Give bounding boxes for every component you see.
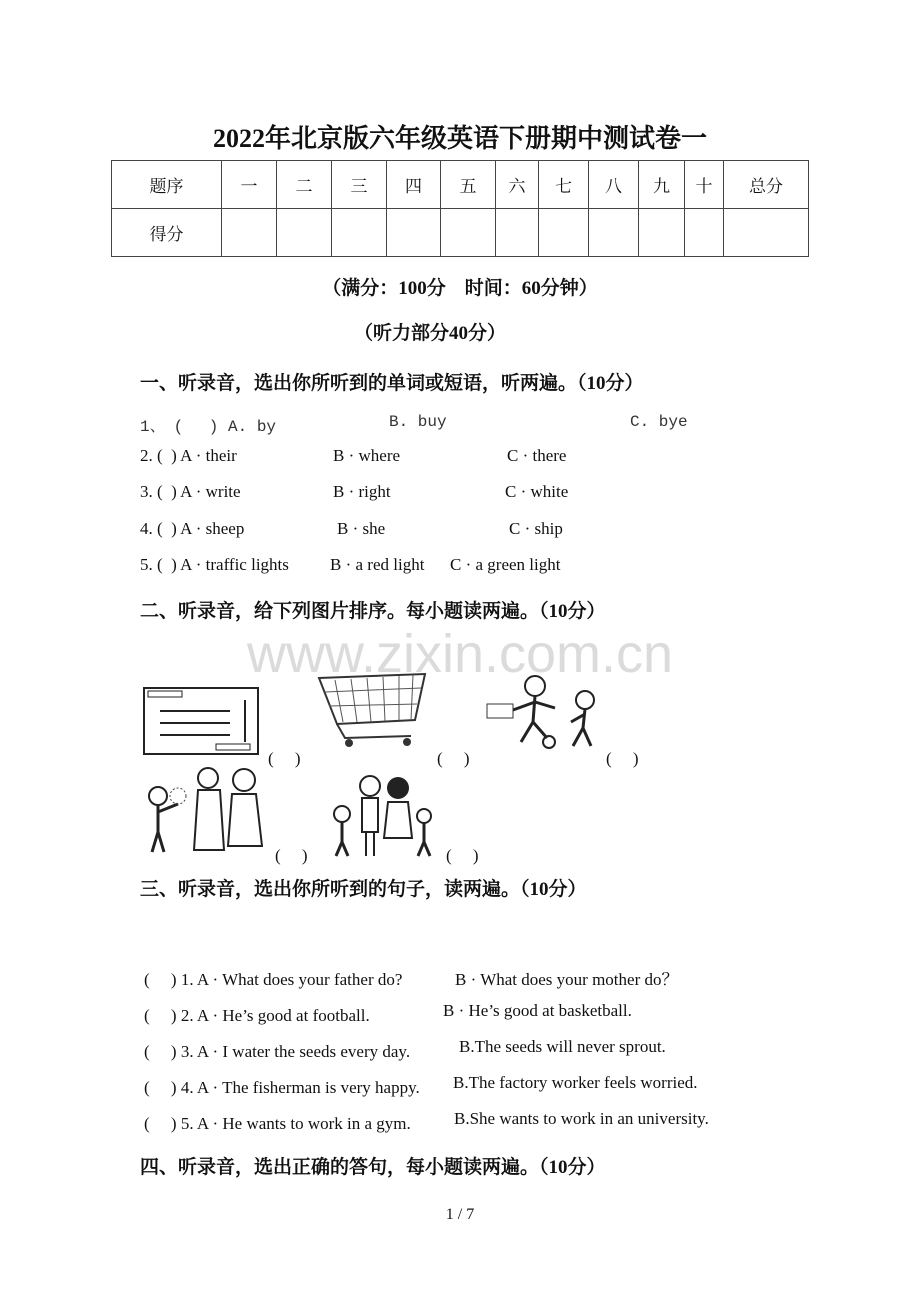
question-row bbox=[140, 482, 578, 502]
answer-blank[interactable]: ( ) bbox=[606, 749, 639, 768]
table-header: 题序 bbox=[112, 161, 222, 209]
section-4-heading: 四、听录音，选出正确的答句，每小题读两遍。（10分） bbox=[140, 1157, 606, 1178]
option-a: 5. ( ) A · traffic lights bbox=[140, 555, 289, 574]
option-c: C · ship bbox=[509, 519, 563, 538]
score-cell[interactable] bbox=[685, 209, 724, 257]
answer-blank[interactable]: ( ) bbox=[268, 749, 301, 768]
sentence-option-a: ( ) 4. A · The fisherman is very happy. bbox=[144, 1078, 420, 1097]
question-row bbox=[140, 519, 573, 539]
sentence-option-b: B · He’s good at basketball. bbox=[443, 1001, 632, 1020]
sentence-option-b: B.The seeds will never sprout. bbox=[459, 1037, 666, 1056]
score-table bbox=[111, 160, 809, 257]
question-row bbox=[140, 555, 570, 575]
exam-meta: （满分：100分 时间：60分钟） bbox=[322, 278, 598, 299]
children-playing-football-picture bbox=[485, 672, 605, 752]
option-b: B. buy bbox=[389, 413, 447, 431]
option-a: 2. ( ) A · their bbox=[140, 446, 237, 465]
shopping-cart-picture bbox=[315, 672, 430, 750]
option-c: C · white bbox=[505, 482, 569, 501]
table-header: 四 bbox=[387, 161, 441, 209]
children-with-grandparents-picture bbox=[144, 764, 269, 856]
table-header: 九 bbox=[639, 161, 685, 209]
family-picture bbox=[322, 772, 440, 858]
table-header: 七 bbox=[539, 161, 589, 209]
option-b: B · she bbox=[337, 519, 386, 538]
envelope-picture bbox=[142, 686, 260, 756]
sentence-row bbox=[144, 1109, 719, 1134]
table-header: 六 bbox=[496, 161, 539, 209]
sentence-option-a: ( ) 5. A · He wants to work in a gym. bbox=[144, 1114, 411, 1133]
sentence-option-a: ( ) 1. A · What does your father do? bbox=[144, 970, 403, 989]
score-cell[interactable] bbox=[277, 209, 332, 257]
answer-blank[interactable]: ( ) bbox=[437, 749, 470, 768]
score-row-label: 得分 bbox=[112, 209, 222, 257]
score-cell[interactable] bbox=[496, 209, 539, 257]
listening-label: （听力部分40分） bbox=[353, 323, 506, 344]
sentence-option-b: B.The factory worker feels worried. bbox=[453, 1073, 698, 1092]
score-cell[interactable] bbox=[441, 209, 496, 257]
option-c: C. bye bbox=[630, 413, 688, 431]
table-header: 一 bbox=[222, 161, 277, 209]
score-cell[interactable] bbox=[222, 209, 277, 257]
sentence-row bbox=[144, 1037, 676, 1062]
score-cell[interactable] bbox=[332, 209, 387, 257]
sentence-row bbox=[144, 965, 688, 990]
option-a: 1、 ( ) A. by bbox=[140, 418, 277, 436]
table-header: 三 bbox=[332, 161, 387, 209]
sentence-option-b: B · What does your mother do？ bbox=[455, 970, 679, 989]
score-cell[interactable] bbox=[387, 209, 441, 257]
sentence-row bbox=[144, 1001, 642, 1026]
sentence-option-b: B.She wants to work in an university. bbox=[454, 1109, 709, 1128]
option-b: B · a red light bbox=[330, 555, 425, 574]
page-title: 2022年北京版六年级英语下册期中测试卷一 bbox=[212, 124, 707, 153]
section-2-heading: 二、听录音，给下列图片排序。每小题读两遍。（10分） bbox=[140, 601, 606, 622]
score-cell[interactable] bbox=[639, 209, 685, 257]
answer-blank[interactable]: ( ) bbox=[446, 846, 479, 865]
answer-blank[interactable]: ( ) bbox=[275, 846, 308, 865]
option-c: C · a green light bbox=[450, 555, 561, 574]
question-row bbox=[140, 446, 576, 466]
table-header: 八 bbox=[589, 161, 639, 209]
sentence-option-a: ( ) 2. A · He’s good at football. bbox=[144, 1006, 370, 1025]
sentence-option-a: ( ) 3. A · I water the seeds every day. bbox=[144, 1042, 411, 1061]
table-header: 总分 bbox=[724, 161, 809, 209]
watermark: www.zixin.com.cn bbox=[246, 624, 674, 684]
score-cell[interactable] bbox=[724, 209, 809, 257]
question-row bbox=[140, 413, 698, 436]
table-header: 五 bbox=[441, 161, 496, 209]
option-b: B · right bbox=[333, 482, 391, 501]
score-cell[interactable] bbox=[589, 209, 639, 257]
option-a: 4. ( ) A · sheep bbox=[140, 519, 245, 538]
page-number: 1 / 7 bbox=[445, 1206, 475, 1223]
sentence-row bbox=[144, 1073, 708, 1098]
table-header: 二 bbox=[277, 161, 332, 209]
score-cell[interactable] bbox=[539, 209, 589, 257]
section-1-heading: 一、听录音，选出你所听到的单词或短语，听两遍。（10分） bbox=[140, 373, 644, 394]
table-header: 十 bbox=[685, 161, 724, 209]
option-b: B · where bbox=[333, 446, 401, 465]
option-c: C · there bbox=[507, 446, 567, 465]
section-3-heading: 三、听录音，选出你所听到的句子，读两遍。（10分） bbox=[140, 879, 587, 900]
option-a: 3. ( ) A · write bbox=[140, 482, 241, 501]
